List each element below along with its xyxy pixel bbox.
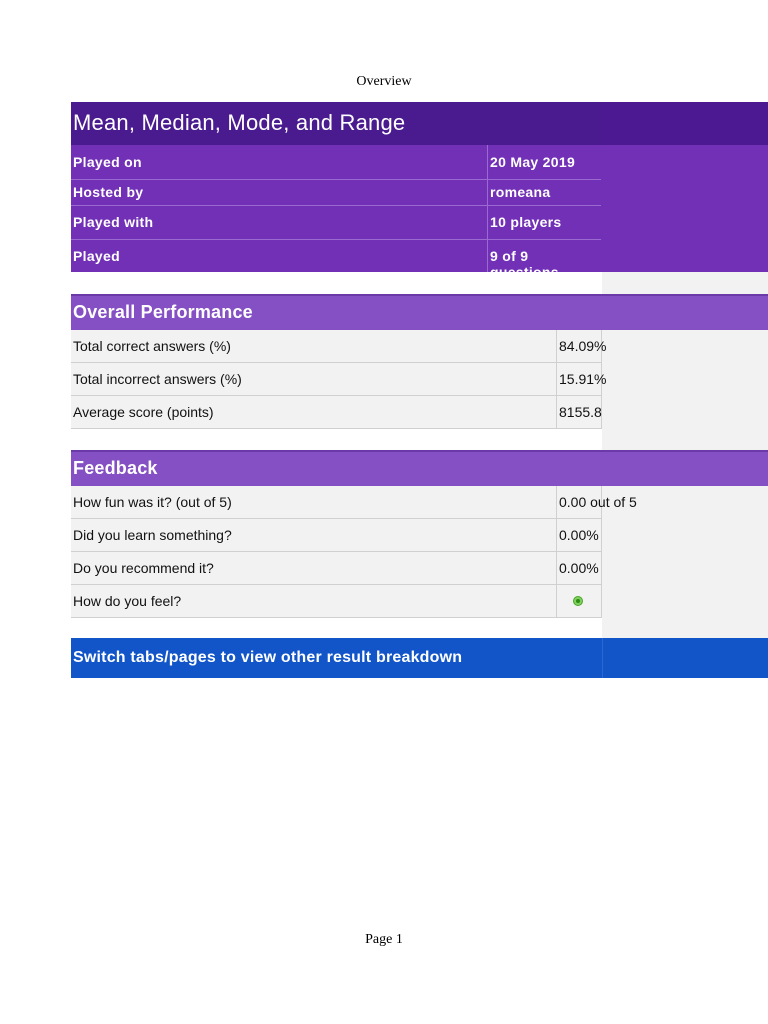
table-row xyxy=(71,585,768,618)
row-value: 84.09% xyxy=(556,330,602,363)
row-value: 0.00% xyxy=(556,552,602,585)
quiz-title: Mean, Median, Mode, and Range xyxy=(73,110,406,135)
switch-tabs-text: Switch tabs/pages to view other result breakdown xyxy=(73,649,463,666)
neutral-face-icon xyxy=(573,596,583,606)
row-cell xyxy=(71,585,601,618)
spacer-fill xyxy=(602,272,768,294)
switch-tabs-banner xyxy=(71,638,768,678)
game-info xyxy=(71,145,768,272)
info-divider xyxy=(487,145,488,179)
section-heading: Feedback xyxy=(73,458,158,478)
info-label: Played on xyxy=(73,154,142,170)
table-row xyxy=(71,330,768,363)
info-row-played-with xyxy=(71,205,601,240)
info-value: 10 players xyxy=(490,214,562,230)
info-label: Hosted by xyxy=(73,184,144,200)
section-overall-performance xyxy=(71,294,768,330)
row-cell xyxy=(71,396,601,429)
spacer-row xyxy=(71,429,768,450)
row-value: 0.00 out of 5 xyxy=(556,486,602,519)
info-row-hosted-by xyxy=(71,179,601,206)
spacer-row xyxy=(71,272,768,294)
section-feedback xyxy=(71,450,768,486)
row-value: 15.91% xyxy=(556,363,602,396)
table-row xyxy=(71,519,768,552)
info-divider xyxy=(487,179,488,205)
spacer-fill xyxy=(602,618,768,638)
row-label: Do you recommend it? xyxy=(73,560,214,576)
title-bar-fill xyxy=(601,102,768,145)
info-label: Played xyxy=(73,248,120,264)
info-value: 9 of 9 xyxy=(490,248,529,264)
row-cell xyxy=(71,330,607,363)
section-heading: Overall Performance xyxy=(73,302,253,322)
table-row xyxy=(71,396,768,429)
row-label: Total correct answers (%) xyxy=(73,338,231,354)
info-divider xyxy=(487,239,488,272)
table-row xyxy=(71,363,768,396)
row-label: Did you learn something? xyxy=(73,527,232,543)
row-value-icon-cell xyxy=(556,585,602,618)
row-value: 0.00% xyxy=(556,519,602,552)
page-header: Overview xyxy=(356,74,412,89)
table-row xyxy=(71,486,768,519)
row-value: 8155.8 xyxy=(556,396,602,429)
info-divider xyxy=(487,205,488,239)
table-row xyxy=(71,552,768,585)
info-label: Played with xyxy=(73,214,154,230)
info-value: romeana xyxy=(490,184,551,200)
row-label: Average score (points) xyxy=(73,404,214,420)
row-cell xyxy=(71,519,601,552)
info-row-played xyxy=(71,239,601,272)
row-label: How fun was it? (out of 5) xyxy=(73,494,232,510)
row-label: Total incorrect answers (%) xyxy=(73,371,242,387)
row-cell xyxy=(71,552,601,585)
spacer-fill xyxy=(602,429,768,450)
info-row-played-on xyxy=(71,145,601,180)
row-cell xyxy=(71,486,637,519)
info-value: 20 May 2019 xyxy=(490,154,576,170)
row-cell xyxy=(71,363,607,396)
banner-edge xyxy=(602,638,603,678)
spacer-row xyxy=(71,618,768,638)
title-bar xyxy=(71,102,768,145)
row-label: How do you feel? xyxy=(73,593,182,609)
page-footer: Page 1 xyxy=(365,932,403,947)
